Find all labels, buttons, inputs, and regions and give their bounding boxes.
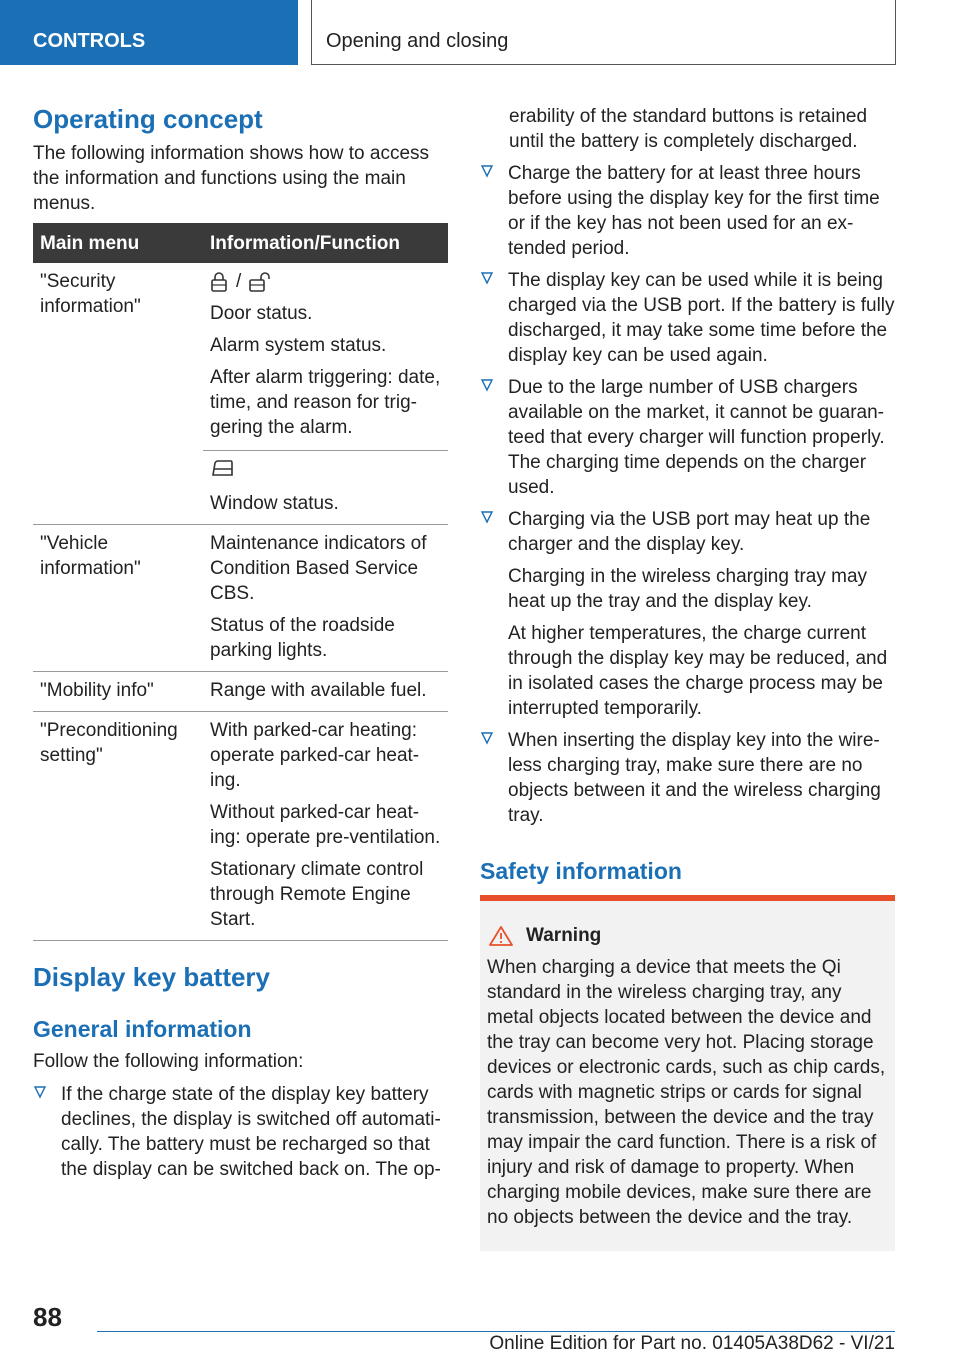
function-cell: [203, 263, 448, 525]
table-row: [33, 712, 448, 941]
table-header-information: Information/Function: [203, 223, 448, 263]
bullet-extra: At higher temperatures, the charge current through the display key may be reduced, and in isolated cases the charge process may be interrupted temporarily.: [508, 623, 888, 719]
bullet-text: The display key can be used while it is being charged via the USB port. If the battery is fully discharged, it may take some time before the display key can be used again.: [508, 270, 895, 366]
list-item: [480, 104, 895, 154]
battery-bullets-left: [33, 1082, 448, 1189]
warning-title: [487, 925, 888, 947]
warning-triangle-icon: [488, 925, 514, 947]
icon-separator: /: [236, 271, 242, 292]
bullet-text-continued: erability of the standard buttons is retained until the battery is completely discharged.: [509, 106, 868, 152]
operating-concept-heading: Operating concept: [33, 104, 263, 134]
menu-cell: "Security information": [33, 263, 203, 525]
table-row: [33, 525, 448, 672]
bullet-triangle-icon: [480, 271, 494, 285]
bullet-text: Charge the battery for at least three hours before using the display key for the first time or if the key has not been used for an ex-tended period.: [508, 163, 880, 259]
list-item: [33, 1082, 448, 1182]
table-row: [33, 263, 448, 525]
table-header-main-menu: Main menu: [33, 223, 203, 263]
main-menu-table: [33, 223, 448, 941]
table-row: [33, 672, 448, 712]
warning-text: When charging a device that meets the Qi standard in the wireless charging tray, any metal objects located between the device and the tray can become very hot. Placing storage devices or electronic cards, such as chip cards, cards with magnetic strips or cards for signal transmission, between the device and the tray may impair the card function. There is a risk of injury and risk of damage to property. When charging mobile devices, make sure there are no objects between the device and the tray.: [487, 957, 886, 1228]
bullet-triangle-icon: [480, 164, 494, 178]
list-item: [480, 728, 895, 828]
page-number: 88: [33, 1302, 62, 1332]
function-item: Door status.: [210, 303, 313, 324]
warning-box: [480, 895, 895, 1251]
function-item: With parked-car heating: operate parked-car heat-ing.: [210, 720, 420, 791]
chapter-label: Opening and closing: [326, 30, 509, 52]
function-item: Range with available fuel.: [210, 680, 427, 701]
function-item: Alarm system status.: [210, 335, 387, 356]
bullet-triangle-icon: [480, 510, 494, 524]
lock-icons: [210, 269, 441, 294]
menu-cell: "Vehicle information": [33, 525, 203, 672]
lock-closed-icon: [210, 272, 228, 292]
warning-label: Warning: [526, 925, 602, 946]
battery-lead: Follow the following information:: [33, 1051, 304, 1072]
bullet-triangle-icon: [480, 378, 494, 392]
safety-information-heading: Safety information: [480, 858, 682, 884]
function-item: Window status.: [210, 493, 339, 514]
general-information-heading: General information: [33, 1016, 252, 1042]
bullet-text: Charging via the USB port may heat up the charger and the display key.: [508, 509, 871, 555]
list-item: [480, 161, 895, 261]
bullet-text: Due to the large number of USB chargers available on the market, it cannot be guaran-teed that every charger will function properly. The charging time depends on the charger used.: [508, 377, 885, 498]
bullet-text: If the charge state of the display key battery declines, the display is switched off automati-cally. The battery must be recharged so that the display can be switched back on. The op-: [61, 1084, 441, 1180]
display-key-battery-heading: Display key battery: [33, 962, 271, 992]
car-window-icon: [210, 459, 234, 477]
window-status-block: [203, 450, 448, 516]
bullet-triangle-icon: [480, 731, 494, 745]
function-item: After alarm triggering: date, time, and reason for trig-gering the alarm.: [210, 367, 441, 438]
list-item: [480, 507, 895, 721]
menu-cell: "Preconditioning setting": [33, 712, 203, 941]
menu-cell: "Mobility info": [33, 672, 203, 712]
bullet-text: When inserting the display key into the wire-less charging tray, make sure there are no objects between it and the wireless charging tray.: [508, 730, 881, 826]
function-item: Without parked-car heat-ing: operate pre-ventilation.: [210, 802, 441, 848]
window-icon-row: [210, 459, 441, 484]
lock-open-icon: [249, 272, 273, 292]
battery-bullets-right: [480, 104, 895, 835]
section-label: CONTROLS: [33, 30, 146, 52]
list-item: [480, 375, 895, 500]
function-cell: [203, 672, 448, 712]
function-cell: [203, 712, 448, 941]
function-cell: [203, 525, 448, 672]
footer-edition: Online Edition for Part no. 01405A38D62 - VI/21: [489, 1333, 895, 1354]
function-item: Stationary climate control through Remote Engine Start.: [210, 859, 424, 930]
bullet-triangle-icon: [33, 1085, 47, 1099]
chapter-tab[interactable]: [311, 0, 896, 65]
section-tab[interactable]: [0, 0, 298, 65]
function-item: Status of the roadside parking lights.: [210, 615, 395, 661]
function-item: Maintenance indicators of Condition Based Service CBS.: [210, 533, 427, 604]
operating-concept-intro: The following information shows how to access the information and functions using the main menus.: [33, 143, 430, 214]
bullet-extra: Charging in the wireless charging tray may heat up the tray and the display key.: [508, 566, 868, 612]
footer-divider: [97, 1331, 895, 1332]
list-item: [480, 268, 895, 368]
